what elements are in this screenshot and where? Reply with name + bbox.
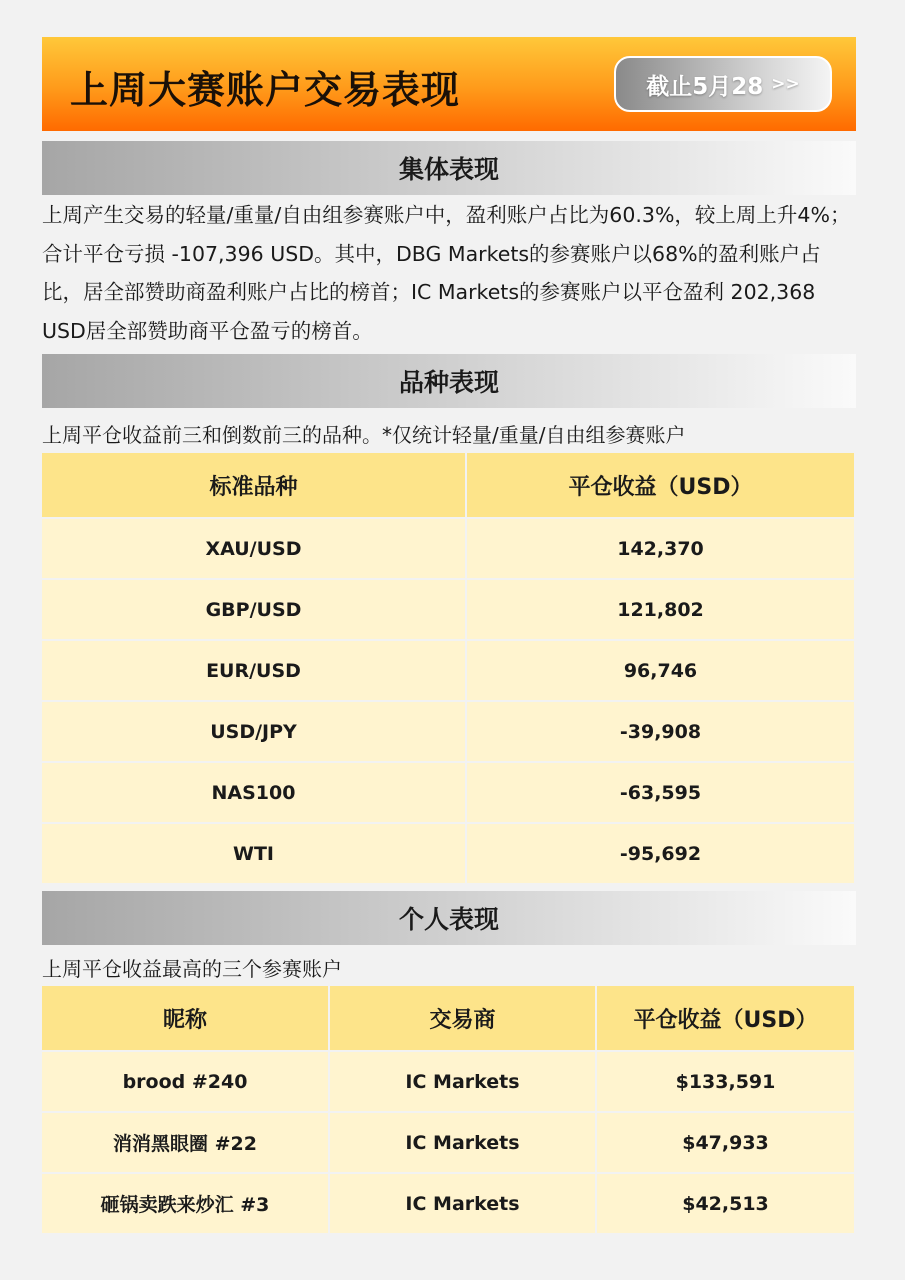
chevron-right-icon: >> <box>771 74 800 94</box>
table-cell: -63,595 <box>467 763 854 822</box>
table-cell: NAS100 <box>42 763 465 822</box>
table-cell: -95,692 <box>467 824 854 883</box>
table-cell: WTI <box>42 824 465 883</box>
table-row <box>42 763 854 822</box>
table-row <box>42 702 854 761</box>
page-title: 上周大赛账户交易表现 <box>70 68 461 112</box>
table-cell: $133,591 <box>597 1052 854 1111</box>
table-cell: 121,802 <box>467 580 854 639</box>
table-cell: IC Markets <box>330 1174 595 1233</box>
table-cell: -39,908 <box>467 702 854 761</box>
table-cell: $47,933 <box>597 1113 854 1172</box>
table-row <box>42 641 854 700</box>
column-header: 标准品种 <box>42 453 465 517</box>
title-banner <box>42 37 856 131</box>
section-heading-collective: 集体表现 <box>42 141 856 195</box>
table-row <box>42 824 854 883</box>
table-cell: 142,370 <box>467 519 854 578</box>
table-cell: 消消黑眼圈 #22 <box>42 1113 328 1172</box>
table-cell: USD/JPY <box>42 702 465 761</box>
column-header: 平仓收益（USD） <box>597 986 854 1050</box>
individual-table <box>40 984 856 1235</box>
table-row <box>42 1174 854 1233</box>
section-heading-instruments: 品种表现 <box>42 354 856 408</box>
table-cell: IC Markets <box>330 1113 595 1172</box>
column-header: 平仓收益（USD） <box>467 453 854 517</box>
column-header: 交易商 <box>330 986 595 1050</box>
table-cell: brood #240 <box>42 1052 328 1111</box>
column-header: 昵称 <box>42 986 328 1050</box>
table-cell: 96,746 <box>467 641 854 700</box>
table-row <box>42 1113 854 1172</box>
table-row <box>42 580 854 639</box>
collective-summary: 上周产生交易的轻量/重量/自由组参赛账户中，盈利账户占比为60.3%，较上周上升4%；合计平仓亏损 -107,396 USD。其中，DBG Markets的参赛账户以68%的盈利账户占比，居全部赞助商盈利账户占比的榜首；IC Markets的参赛账户以平仓盈利 202,368 USD居全部赞助商平仓盈亏的榜首。 <box>42 203 851 343</box>
table-cell: 砸锅卖跌来炒汇 #3 <box>42 1174 328 1233</box>
table-cell: $42,513 <box>597 1174 854 1233</box>
table-cell: EUR/USD <box>42 641 465 700</box>
date-label: 截止5月28 <box>646 73 764 100</box>
table-cell: IC Markets <box>330 1052 595 1111</box>
table-cell: XAU/USD <box>42 519 465 578</box>
instruments-subtitle: 上周平仓收益前三和倒数前三的品种。*仅统计轻量/重量/自由组参赛账户 <box>42 423 686 447</box>
date-button[interactable] <box>614 56 832 112</box>
section-heading-individual: 个人表现 <box>42 891 856 945</box>
instruments-table <box>40 451 856 885</box>
table-cell: GBP/USD <box>42 580 465 639</box>
table-row <box>42 519 854 578</box>
individual-subtitle: 上周平仓收益最高的三个参赛账户 <box>42 957 342 981</box>
table-row <box>42 1052 854 1111</box>
